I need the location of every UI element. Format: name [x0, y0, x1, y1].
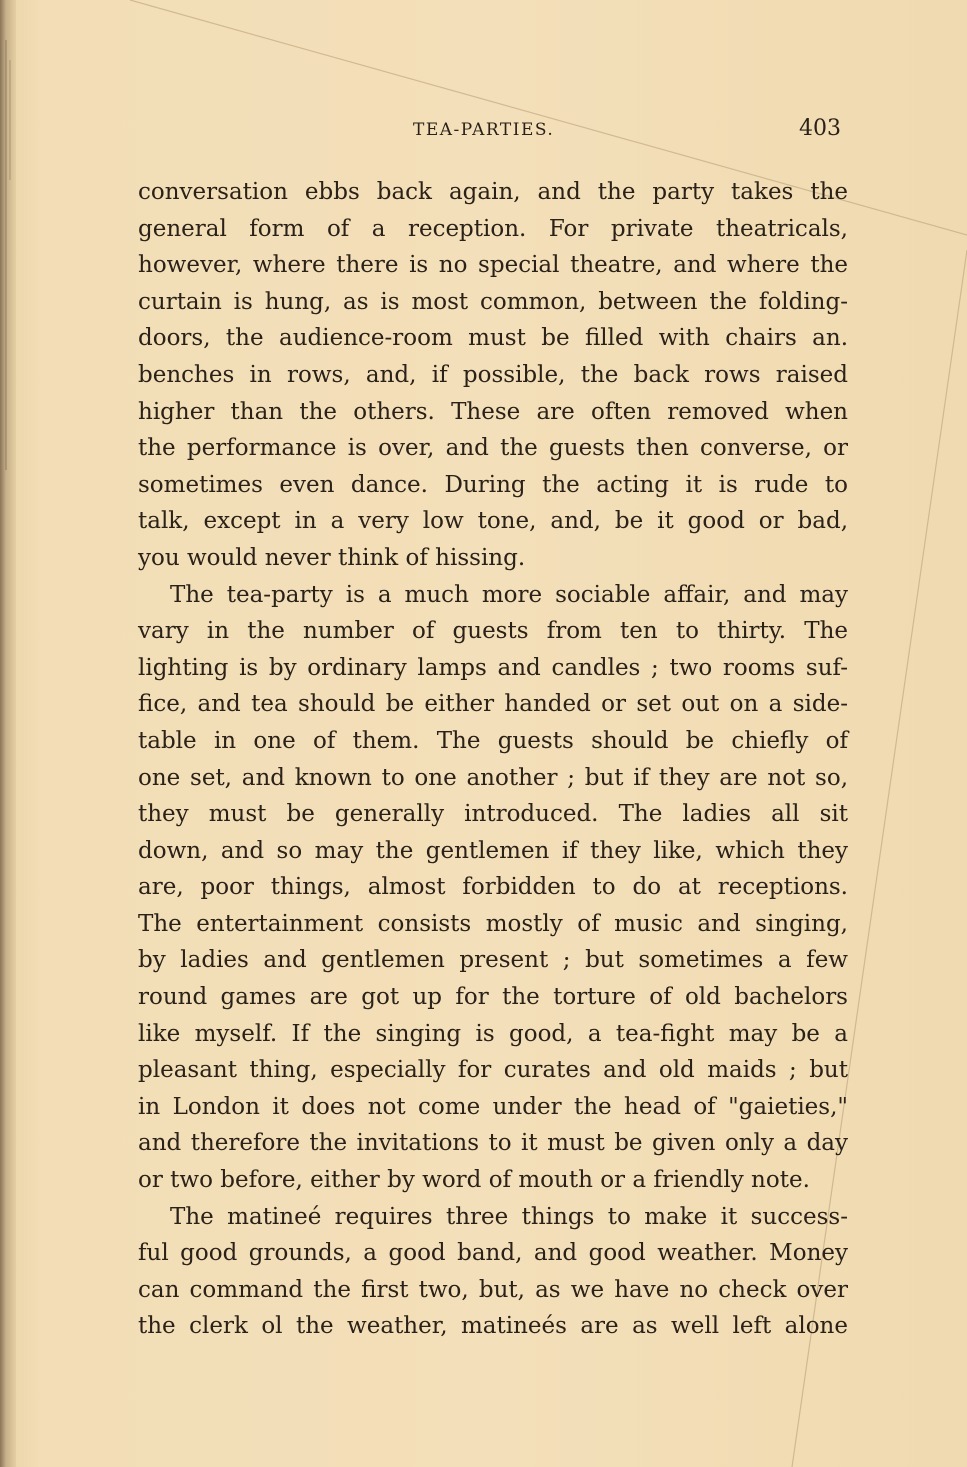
text-line: they must be generally introduced. The ladies all sit [138, 801, 848, 828]
text-line: down, and so may the gentlemen if they like, which they [138, 837, 848, 864]
body-text [138, 174, 848, 1345]
text-line: are, poor things, almost forbidden to do at receptions. [138, 874, 848, 901]
text-line: or two before, either by word of mouth or a friendly note. [138, 1167, 810, 1194]
page-header [0, 116, 967, 146]
text-line: benches in rows, and, if possible, the back rows raised [138, 361, 848, 388]
text-line: doors, the audience-room must be filled with chairs an. [138, 325, 848, 352]
text-line: lighting is by ordinary lamps and candles ; two rooms suf- [138, 654, 848, 681]
page-number: 403 [799, 116, 841, 141]
text-line: the performance is over, and the guests then converse, or [138, 435, 848, 462]
running-head: TEA-PARTIES. [413, 120, 555, 140]
text-line: and therefore the invitations to it must be given only a day [138, 1130, 848, 1157]
text-line: ful good grounds, a good band, and good weather. Money [138, 1240, 848, 1267]
text-line: one set, and known to one another ; but if they are not so, [138, 764, 848, 791]
text-line: table in one of them. The guests should be chiefly of [138, 727, 848, 754]
text-line: higher than the others. These are often removed when [138, 398, 848, 425]
text-line: The entertainment consists mostly of music and singing, [138, 910, 848, 937]
text-line: The matineé requires three things to make it success- [170, 1203, 848, 1230]
text-line: you would never think of hissing. [138, 544, 526, 571]
text-line: in London it does not come under the head of "gaieties," [138, 1093, 848, 1120]
text-line: sometimes even dance. During the acting it is rude to [138, 471, 848, 498]
text-line: however, where there is no special theatre, and where the [138, 252, 848, 279]
text-line: the clerk ol the weather, matineés are as well left alone [138, 1313, 848, 1340]
text-line: vary in the number of guests from ten to thirty. The [138, 618, 848, 645]
text-line: round games are got up for the torture of old bachelors [138, 984, 848, 1011]
text-line: curtain is hung, as is most common, between the folding- [138, 288, 848, 315]
text-line: The tea-party is a much more sociable affair, and may [170, 581, 848, 608]
text-line: pleasant thing, especially for curates and old maids ; but [138, 1057, 848, 1084]
text-line: can command the first two, but, as we have no check over [138, 1276, 848, 1303]
text-line: fice, and tea should be either handed or set out on a side- [138, 691, 848, 718]
text-line: talk, except in a very low tone, and, be it good or bad, [138, 508, 848, 535]
text-line: general form of a reception. For private theatricals, [138, 215, 848, 242]
text-line: conversation ebbs back again, and the party takes the [138, 179, 848, 205]
text-line: like myself. If the singing is good, a tea-fight may be a [138, 1020, 848, 1047]
text-line: by ladies and gentlemen present ; but sometimes a few [138, 947, 848, 974]
